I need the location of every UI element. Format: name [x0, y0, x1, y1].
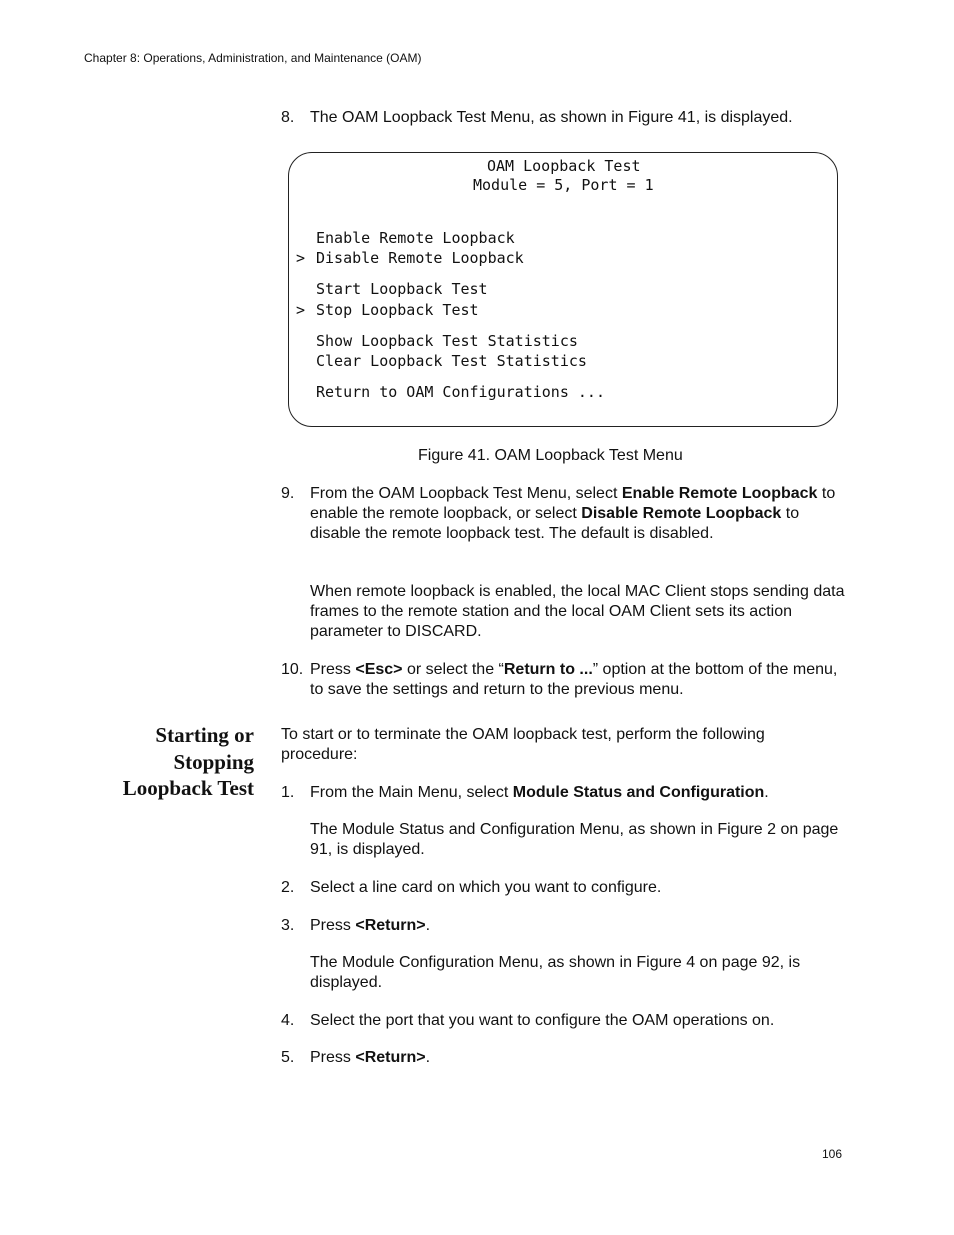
- step-1-paragraph: The Module Status and Configuration Menu, as shown in Figure 2 on page 91, is displayed.: [310, 821, 839, 858]
- menu-item-disable-remote-loopback: Disable Remote Loopback: [316, 249, 524, 267]
- menu-item-return: Return to OAM Configurations ...: [316, 383, 605, 401]
- menu-item-enable-remote-loopback: Enable Remote Loopback: [316, 229, 515, 247]
- step-2-text: Select a line card on which you want to configure.: [310, 879, 662, 896]
- return-option-term: Return to ...: [503, 661, 593, 678]
- section-intro: To start or to terminate the OAM loopback test, perform the following procedure:: [281, 726, 765, 763]
- oam-loopback-menu-figure: [288, 152, 838, 427]
- step-3-text: Press <Return>.: [310, 917, 431, 934]
- module-status-term: Module Status and Configuration: [512, 784, 765, 801]
- step-1-number: 1.: [281, 784, 295, 801]
- step-3-number: 3.: [281, 917, 295, 934]
- return-key-term: <Return>: [355, 917, 426, 934]
- disable-remote-loopback-term: Disable Remote Loopback: [581, 505, 782, 522]
- step-2-number: 2.: [281, 879, 295, 896]
- section-heading: Starting or Stopping Loopback Test: [122, 723, 254, 800]
- running-header: Chapter 8: Operations, Administration, and Maintenance (OAM): [84, 51, 422, 65]
- page-number: 106: [822, 1147, 843, 1161]
- esc-key-term: <Esc>: [355, 661, 403, 678]
- step-4-text: Select the port that you want to configure the OAM operations on.: [310, 1012, 775, 1029]
- menu-item-show-statistics: Show Loopback Test Statistics: [316, 332, 578, 350]
- step-10-number: 10.: [281, 661, 304, 678]
- step-5-number: 5.: [281, 1049, 295, 1066]
- step-1-text: From the Main Menu, select Module Status and Configuration.: [310, 784, 769, 801]
- step-9-text: From the OAM Loopback Test Menu, select Enable Remote Loopback to enable the remote loopback, or select Disable Remote Loopback to disable the remote loopback test. The default is disabled.: [310, 485, 836, 542]
- menu-item-stop-loopback-test: Stop Loopback Test: [316, 301, 479, 319]
- step-10-text: Press <Esc> or select the “Return to ...” option at the bottom of the menu, to save the settings and return to the previous menu.: [310, 661, 838, 698]
- step-9-number: 9.: [281, 485, 295, 502]
- return-key-term: <Return>: [355, 1049, 426, 1066]
- enable-remote-loopback-term: Enable Remote Loopback: [621, 485, 818, 502]
- menu-title: OAM Loopback Test: [487, 157, 641, 175]
- step-8-text: The OAM Loopback Test Menu, as shown in Figure 41, is displayed.: [310, 109, 793, 126]
- menu-item-clear-statistics: Clear Loopback Test Statistics: [316, 352, 587, 370]
- menu-item-marker: >: [296, 249, 306, 267]
- menu-item-start-loopback-test: Start Loopback Test: [316, 280, 488, 298]
- step-5-text: Press <Return>.: [310, 1049, 431, 1066]
- menu-item-marker: >: [296, 301, 306, 319]
- figure-caption: Figure 41. OAM Loopback Test Menu: [418, 447, 683, 464]
- step-9-paragraph: When remote loopback is enabled, the local MAC Client stops sending data frames to the remote station and the local OAM Client sets its action parameter to DISCARD.: [310, 583, 845, 640]
- step-4-number: 4.: [281, 1012, 295, 1029]
- menu-subtitle: Module = 5, Port = 1: [473, 176, 654, 194]
- step-3-paragraph: The Module Configuration Menu, as shown in Figure 4 on page 92, is displayed.: [310, 954, 801, 991]
- step-8-number: 8.: [281, 109, 295, 126]
